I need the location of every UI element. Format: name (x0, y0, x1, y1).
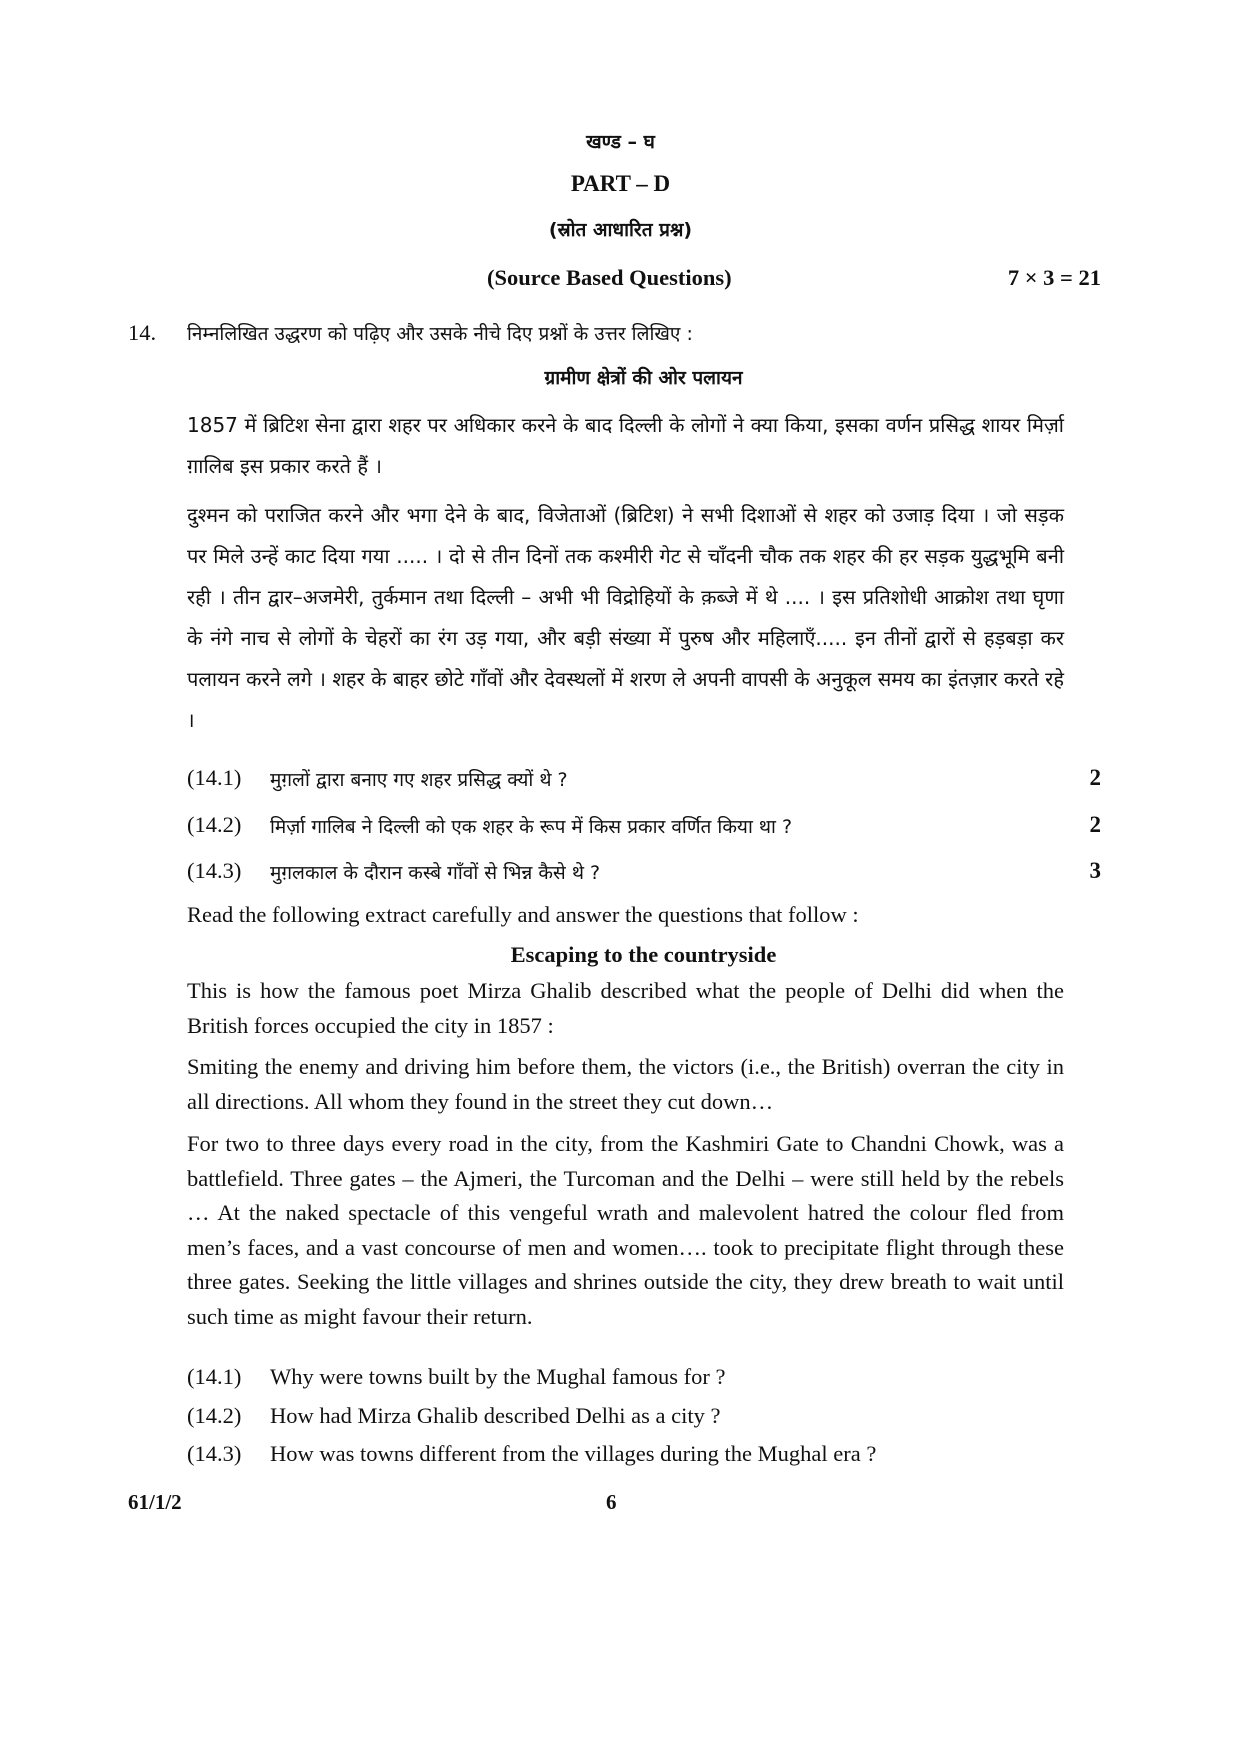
sub-question-number: (14.2) (187, 1403, 242, 1428)
extract-title-hi: ग्रामीण क्षेत्रों की ओर पलायन (544, 367, 743, 389)
marks-value: 2 (1089, 812, 1101, 837)
marks-value: 2 (1089, 765, 1101, 790)
extract-paragraph-en-2: For two to three days every road in the city, from the Kashmiri Gate to Chandni Chowk, was a battlefield. Three gates – the Ajmeri, the Turcoman and the Delhi – were still held by the rebels … At the naked spectacle of this vengeful wrath and malevolent hatred the colour fled from men’s faces, and a vast concourse of men and women…. took to precipitate flight through these three gates. Seeking the little villages and shrines outside the city, they drew breath to wait until such time as might favour their return. (187, 1131, 1064, 1329)
section-title-en: PART – D (570, 171, 671, 196)
question-number: 14. (128, 320, 157, 345)
instruction-en: Read the following extract carefully and answer the questions that follow : (187, 902, 859, 927)
sub-question-text: Why were towns built by the Mughal famous for ? (270, 1364, 726, 1389)
intro-paragraph-hi: 1857 में ब्रिटिश सेना द्वारा शहर पर अधिकार करने के बाद दिल्ली के लोगों ने क्या किया, इसका वर्णन प्रसिद्ध शायर मिर्ज़ा ग़ालिब इस प्रकार करते हैं । (187, 413, 1064, 478)
sub-question-text: How had Mirza Ghalib described Delhi as a city ? (270, 1403, 721, 1428)
sub-question-number: (14.3) (187, 858, 242, 883)
sub-question-text: मिर्ज़ा गालिब ने दिल्ली को एक शहर के रूप में किस प्रकार वर्णित किया था ? (270, 816, 793, 838)
paper-code: 61/1/2 (128, 1490, 182, 1514)
instruction-hi: निम्नलिखित उद्धरण को पढ़िए और उसके नीचे दिए प्रश्नों के उत्तर लिखिए : (187, 323, 693, 345)
extract-title-en: Escaping to the countryside (510, 942, 777, 967)
section-title-hi: खण्ड – घ (586, 131, 655, 153)
extract-paragraph-hi: दुश्मन को पराजित करने और भगा देने के बाद, विजेताओं (ब्रिटिश) ने सभी दिशाओं से शहर को उजाड़ दिया । जो सड़क पर मिले उन्हें काट दिया गया ..... । दो से तीन दिनों तक कश्मीरी गेट से चाँदनी चौक तक शहर की हर सड़क युद्धभूमि बनी रही । तीन द्वार–अजमेरी, तुर्कमान तथा दिल्ली – अभी भी विद्रोहियों के क़ब्जे में थे .... । इस प्रतिशोधी आक्रोश तथा घृणा के नंगे नाच से लोगों के चेहरों का रंग उड़ गया, और बड़ी संख्या में पुरुष और महिलाएँ..... इन तीनों द्वारों से हड़बड़ा कर पलायन करने लगे । शहर के बाहर छोटे गाँवों और देवस्थलों में शरण ले अपनी वापसी के अनुकूल समय का इंतज़ार करते रहे । (187, 503, 1064, 732)
sub-question-text: How was towns different from the villages during the Mughal era ? (270, 1441, 877, 1466)
subtitle-en: (Source Based Questions) (487, 265, 732, 290)
marks-value: 3 (1089, 858, 1101, 883)
sub-question-number: (14.2) (187, 812, 242, 837)
total-marks: 7 × 3 = 21 (1007, 265, 1101, 290)
page-number: 6 (606, 1490, 617, 1514)
extract-paragraph-en-1: Smiting the enemy and driving him before them, the victors (i.e., the British) overran the city in all directions. All whom they found in the street they cut down… (187, 1054, 1064, 1114)
intro-paragraph-en: This is how the famous poet Mirza Ghalib described what the people of Delhi did when the British forces occupied the city in 1857 : (187, 978, 1064, 1038)
sub-question-number: (14.3) (187, 1441, 242, 1466)
sub-question-number: (14.1) (187, 765, 242, 790)
sub-question-text: मुग़लों द्वारा बनाए गए शहर प्रसिद्ध क्यों थे ? (270, 769, 568, 791)
sub-question-number: (14.1) (187, 1364, 242, 1389)
subtitle-hi: (स्रोत आधारित प्रश्न) (548, 219, 693, 241)
sub-question-text: मुग़लकाल के दौरान कस्बे गाँवों से भिन्न कैसे थे ? (270, 862, 601, 884)
